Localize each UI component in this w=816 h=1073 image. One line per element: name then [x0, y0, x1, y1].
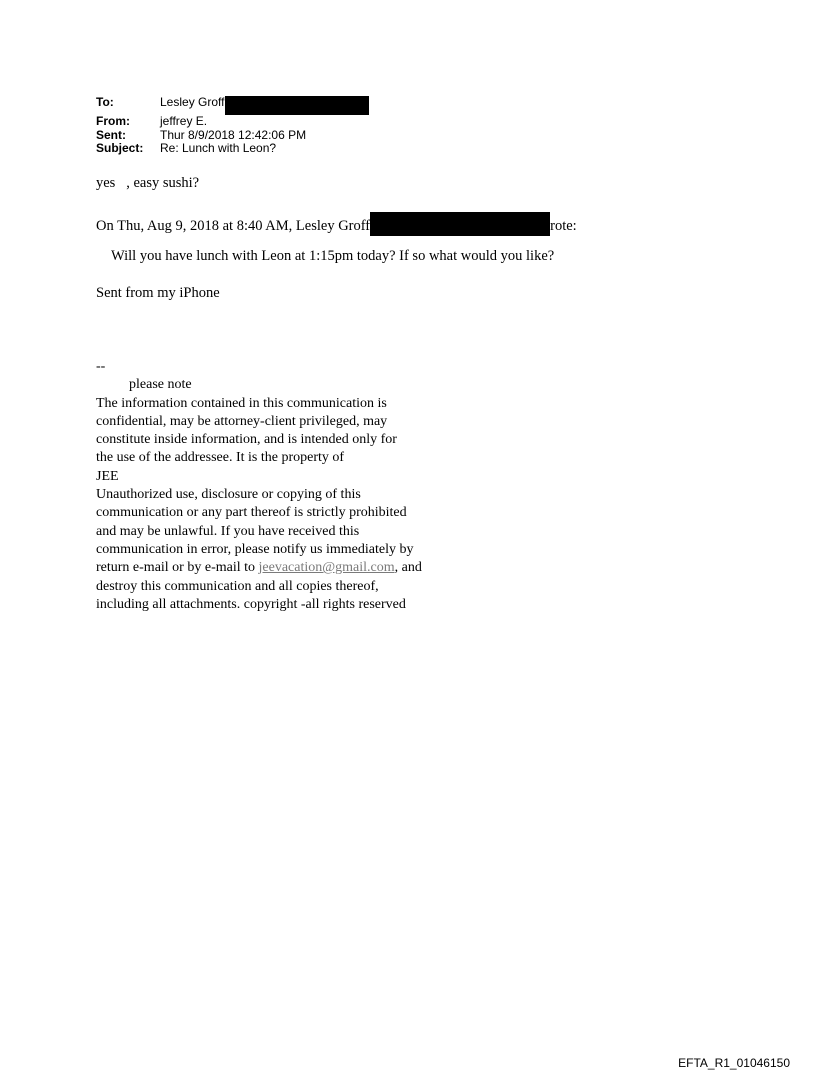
please-note: please note [129, 377, 192, 393]
subject-value: Re: Lunch with Leon? [160, 141, 277, 155]
quoted-message: Will you have lunch with Leon at 1:15pm today? If so what would you like? [111, 248, 555, 264]
email-line-start: return e-mail or by e-mail to [96, 560, 259, 576]
quote-intro-start: On Thu, Aug 9, 2018 at 8:40 AM, Lesley Groff [96, 218, 371, 234]
disclaimer-line: The information contained in this communication is [96, 395, 387, 411]
from-label: From: [96, 114, 130, 128]
signature-dashes: -- [96, 359, 106, 374]
from-row [96, 115, 369, 129]
signature: Sent from my iPhone [96, 285, 220, 301]
to-value: Lesley Groff [160, 95, 225, 109]
disclaimer-line: destroy this communication and all copies thereof, [96, 578, 379, 594]
email-link[interactable]: jeevacation@gmail.com [258, 560, 395, 576]
disclaimer-line: Unauthorized use, disclosure or copying of this [96, 487, 361, 503]
email-header [96, 96, 369, 156]
email-line [96, 559, 422, 577]
disclaimer-line: including all attachments. copyright -all rights reserved [96, 596, 406, 612]
from-value: jeffrey E. [160, 114, 208, 128]
to-label: To: [96, 95, 114, 109]
email-line-end: , and [394, 560, 422, 576]
redaction-bar [370, 212, 550, 236]
subject-row [96, 142, 369, 156]
disclaimer-line: the use of the addressee. It is the property of [96, 450, 345, 466]
disclaimer-line: and may be unlawful. If you have received this [96, 523, 360, 539]
quote-intro-end: rote: [550, 218, 577, 234]
disclaimer [96, 358, 422, 614]
sent-label: Sent: [96, 127, 126, 142]
disclaimer-line: confidential, may be attorney-client privileged, may [96, 413, 388, 429]
disclaimer-line: communication or any part thereof is strictly prohibited [96, 505, 407, 521]
quote-intro [96, 212, 577, 236]
redaction-bar [225, 96, 369, 115]
disclaimer-line: JEE [96, 468, 119, 484]
disclaimer-line: constitute inside information, and is intended only for [96, 432, 397, 448]
reply-text: yes , easy sushi? [96, 175, 200, 191]
sent-row [96, 129, 369, 143]
sent-value: Thur 8/9/2018 12:42:06 PM [160, 127, 307, 142]
subject-label: Subject: [96, 141, 144, 155]
disclaimer-line: communication in error, please notify us immediately by [96, 541, 414, 557]
document-id: EFTA_R1_01046150 [678, 1056, 790, 1070]
to-row [96, 96, 369, 115]
